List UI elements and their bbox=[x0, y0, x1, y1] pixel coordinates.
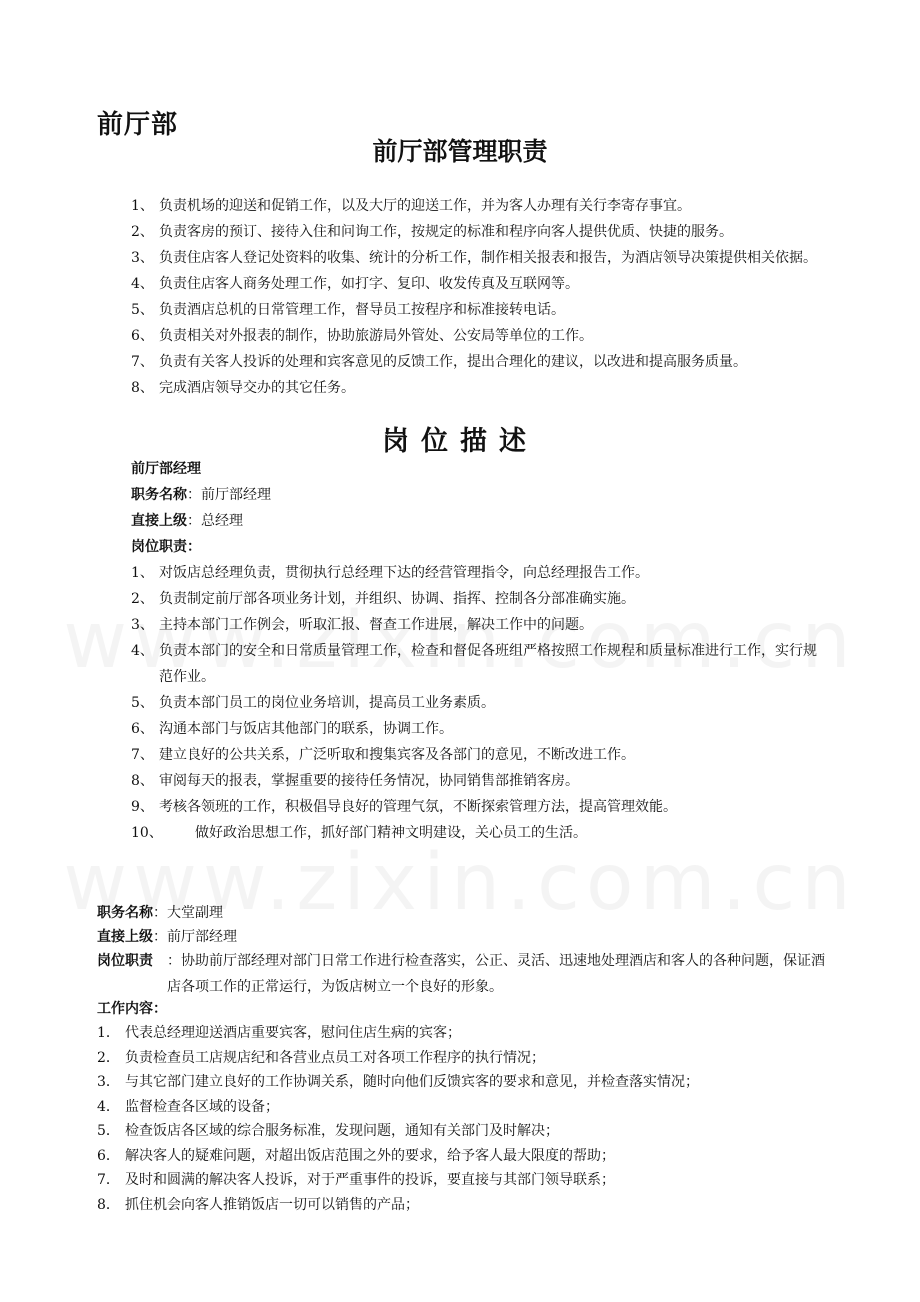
list-item bbox=[97, 1095, 830, 1120]
list-item bbox=[97, 1168, 830, 1193]
job-title-label: 职务名称 bbox=[97, 905, 153, 921]
item-number: 2、 bbox=[131, 591, 154, 607]
item-number: 7、 bbox=[131, 747, 154, 763]
list-item bbox=[131, 560, 831, 586]
list-item bbox=[131, 323, 831, 349]
list-item bbox=[131, 768, 831, 794]
item-text: 考核各领班的工作，积极倡导良好的管理气氛，不断探索管理方法，提高管理效能。 bbox=[159, 799, 677, 815]
item-number: 8、 bbox=[131, 380, 154, 396]
manager-duties-list bbox=[131, 560, 831, 846]
work-content-list bbox=[97, 1021, 830, 1217]
superior-label: 直接上级 bbox=[97, 929, 153, 945]
item-number: 6、 bbox=[131, 721, 154, 737]
duty-label: 岗位职责 bbox=[97, 953, 153, 969]
item-number: 3、 bbox=[131, 250, 154, 266]
list-item bbox=[131, 742, 831, 768]
item-text: 负责住店客人商务处理工作，如打字、复印、收发传真及互联网等。 bbox=[159, 276, 579, 292]
manager-heading: 前厅部经理 bbox=[131, 461, 201, 477]
item-text: 负责有关客人投诉的处理和宾客意见的反馈工作，提出合理化的建议，以改进和提高服务质量。 bbox=[159, 354, 747, 370]
item-text: 负责检查员工店规店纪和各营业点员工对各项工作程序的执行情况； bbox=[125, 1049, 545, 1066]
assistant-job-title-row bbox=[97, 900, 223, 926]
assistant-duty-row bbox=[97, 948, 830, 1000]
list-item bbox=[131, 716, 831, 742]
item-text: 代表总经理迎送酒店重要宾客，慰问住店生病的宾客； bbox=[125, 1025, 461, 1041]
superior-label: 直接上级 bbox=[131, 513, 187, 529]
item-text: 抓住机会向客人推销饭店一切可以销售的产品； bbox=[125, 1196, 419, 1213]
list-item bbox=[97, 1119, 830, 1144]
item-text: 负责机场的迎送和促销工作，以及大厅的迎送工作，并为客人办理有关行李寄存事宜。 bbox=[159, 198, 691, 214]
job-title-value: ：大堂副理 bbox=[153, 905, 223, 921]
item-text: 与其它部门建立良好的工作协调关系，随时向他们反馈宾客的要求和意见，并检查落实情况； bbox=[125, 1074, 699, 1090]
manager-duty-label: 岗位职责： bbox=[131, 539, 201, 555]
item-number: 4、 bbox=[131, 643, 154, 659]
work-content-label: 工作内容： bbox=[97, 1001, 167, 1017]
item-number: 5、 bbox=[131, 302, 154, 318]
list-item bbox=[97, 1021, 830, 1046]
item-text: 监督检查各区域的设备； bbox=[125, 1098, 279, 1115]
item-number: 2、 bbox=[131, 224, 154, 240]
item-text: 主持本部门工作例会，听取汇报、督查工作进展，解决工作中的问题。 bbox=[159, 617, 593, 633]
list-item bbox=[131, 193, 831, 219]
item-text: 负责酒店总机的日常管理工作，督导员工按程序和标准接转电话。 bbox=[159, 302, 565, 318]
list-item bbox=[131, 586, 831, 612]
list-item bbox=[131, 219, 831, 245]
item-text: 及时和圆满的解决客人投诉，对于严重事件的投诉，要直接与其部门领导联系； bbox=[125, 1172, 615, 1188]
item-number: 7． bbox=[97, 1172, 120, 1188]
item-number: 8． bbox=[97, 1196, 120, 1213]
superior-value: ：前厅部经理 bbox=[153, 929, 237, 945]
duty-value: ：协助前厅部经理对部门日常工作进行检查落实，公正、灵活、迅速地处理酒店和客人的各种问题，保证酒店各项工作的正常运行，为饭店树立一个良好的形象。 bbox=[167, 953, 825, 995]
job-title-value: ：前厅部经理 bbox=[187, 487, 271, 503]
list-item bbox=[131, 349, 831, 375]
list-item bbox=[131, 245, 831, 271]
manager-superior-row bbox=[131, 508, 243, 534]
item-text: 沟通本部门与饭店其他部门的联系，协调工作。 bbox=[159, 721, 453, 737]
item-text: 审阅每天的报表，掌握重要的接待任务情况，协同销售部推销客房。 bbox=[159, 773, 579, 789]
item-text: 负责制定前厅部各项业务计划，并组织、协调、指挥、控制各分部准确实施。 bbox=[159, 591, 635, 607]
superior-value: ：总经理 bbox=[187, 513, 243, 529]
job-title-label: 职务名称 bbox=[131, 487, 187, 503]
main-title: 前厅部管理职责 bbox=[372, 137, 548, 166]
item-number: 8、 bbox=[131, 773, 154, 789]
item-number: 3、 bbox=[131, 617, 154, 633]
list-item bbox=[97, 1144, 830, 1169]
list-item bbox=[131, 297, 831, 323]
item-number: 4、 bbox=[131, 276, 154, 292]
list-item bbox=[97, 1193, 830, 1218]
item-number: 4． bbox=[97, 1098, 120, 1115]
item-number: 9、 bbox=[131, 799, 154, 815]
list-item bbox=[131, 638, 831, 690]
list-item bbox=[131, 271, 831, 297]
item-number: 10、 bbox=[131, 825, 163, 841]
list-item bbox=[131, 794, 831, 820]
item-number: 1、 bbox=[131, 565, 154, 581]
item-text: 负责本部门员工的岗位业务培训，提高员工业务素质。 bbox=[159, 695, 495, 711]
item-text: 解决客人的疑难问题，对超出饭店范围之外的要求，给予客人最大限度的帮助； bbox=[125, 1147, 615, 1164]
item-number: 6． bbox=[97, 1147, 120, 1164]
item-text: 对饭店总经理负责，贯彻执行总经理下达的经营管理指令，向总经理报告工作。 bbox=[159, 565, 649, 581]
item-text: 负责客房的预订、接待入住和问询工作，按规定的标准和程序向客人提供优质、快捷的服务。 bbox=[159, 224, 733, 240]
item-number: 5． bbox=[97, 1123, 120, 1139]
assistant-superior-row bbox=[97, 924, 237, 950]
list-item bbox=[131, 690, 831, 716]
item-text: 负责相关对外报表的制作，协助旅游局外管处、公安局等单位的工作。 bbox=[159, 328, 593, 344]
item-text: 负责本部门的安全和日常质量管理工作，检查和督促各班组严格按照工作规程和质量标准进行工作，实行规范作业。 bbox=[159, 643, 817, 685]
item-number: 2． bbox=[97, 1049, 120, 1066]
department-duties-list bbox=[131, 193, 831, 401]
item-number: 5、 bbox=[131, 695, 154, 711]
item-text: 检查饭店各区域的综合服务标准，发现问题，通知有关部门及时解决； bbox=[125, 1123, 559, 1139]
list-item bbox=[97, 1046, 830, 1071]
item-number: 1． bbox=[97, 1025, 120, 1041]
manager-job-title-row bbox=[131, 482, 271, 508]
item-number: 3． bbox=[97, 1074, 120, 1090]
item-number: 7、 bbox=[131, 354, 154, 370]
department-title: 前厅部 bbox=[97, 110, 179, 140]
list-item bbox=[97, 1070, 830, 1095]
list-item bbox=[131, 612, 831, 638]
item-text: 做好政治思想工作，抓好部门精神文明建设，关心员工的生活。 bbox=[195, 825, 587, 841]
item-text: 负责住店客人登记处资料的收集、统计的分析工作，制作相关报表和报告，为酒店领导决策提供相关依据。 bbox=[159, 250, 817, 266]
item-text: 建立良好的公共关系，广泛听取和搜集宾客及各部门的意见，不断改进工作。 bbox=[159, 747, 635, 763]
item-number: 6、 bbox=[131, 328, 154, 344]
list-item bbox=[131, 375, 831, 401]
item-text: 完成酒店领导交办的其它任务。 bbox=[159, 380, 355, 396]
post-description-title: 岗位描述 bbox=[382, 426, 538, 457]
list-item bbox=[131, 820, 831, 846]
item-number: 1、 bbox=[131, 198, 154, 214]
